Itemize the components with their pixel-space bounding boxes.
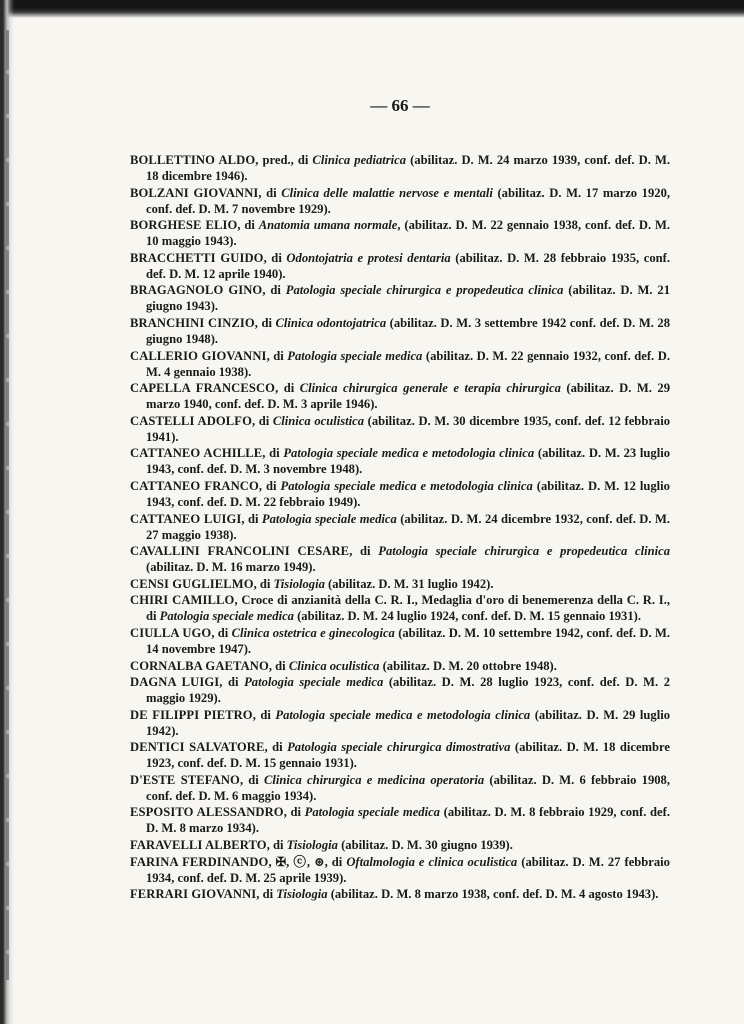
entry-subject: Patologia speciale medica [287, 348, 423, 363]
entry-prefix: , di [263, 250, 287, 265]
entry-details: (abilitaz. D. M. 29 marzo 1940, conf. def. D. M. 3 aprile 1946). [146, 381, 670, 412]
list-item [130, 413, 670, 445]
entry-prefix: , di [211, 625, 232, 640]
honor-symbols: , ✠, ⓒ, ⊛, di [268, 854, 347, 869]
entry-name: CAVALLINI FRANCOLINI CESARE [130, 544, 350, 559]
list-item [130, 739, 670, 771]
entry-details: (abilitaz. D. M. 16 marzo 1949). [146, 560, 316, 575]
entry-subject: Clinica chirurgica e medicina operatoria [264, 772, 485, 787]
entry-details: (abilitaz. D. M. 22 gennaio 1932, conf. def. D. M. 4 gennaio 1938). [146, 348, 670, 379]
entry-prefix: , di [254, 315, 276, 330]
entry-details: (abilitaz. D. M. 23 luglio 1943, conf. def. D. M. 3 novembre 1948). [146, 446, 670, 477]
list-item [130, 707, 670, 739]
entry-prefix: , di [266, 348, 288, 363]
entry-prefix: , di [252, 413, 273, 428]
entry-prefix: , di [349, 544, 379, 559]
entry-name: CASTELLI ADOLFO [130, 413, 252, 428]
entry-subject: Clinica odontojatrica [275, 315, 387, 330]
entry-subject: Patologia speciale medica [261, 511, 397, 526]
list-item [130, 185, 670, 217]
list-item [130, 348, 670, 380]
entry-name: CALLERIO GIOVANNI [130, 348, 267, 363]
scan-binding-shadow [6, 30, 9, 980]
entry-name: BOLZANI GIOVANNI [130, 185, 259, 200]
entry-subject: Anatomia umana normale [258, 218, 398, 233]
entry-name: FARAVELLI ALBERTO [130, 838, 267, 853]
list-item [130, 576, 670, 592]
entry-details: (abilitaz. D. M. 8 marzo 1938, conf. def. D. M. 4 agosto 1943). [327, 887, 659, 902]
entry-name: BORGHESE ELIO [130, 218, 238, 233]
entry-subject: Clinica oculistica [272, 413, 364, 428]
entry-details: (abilitaz. D. M. 3 settembre 1942 conf. def. D. M. 28 giugno 1948). [146, 315, 670, 346]
entry-name: BRACCHETTI GUIDO [130, 250, 264, 265]
entry-prefix: , di [262, 446, 284, 461]
entry-subject: Oftalmologia e clinica oculistica [346, 854, 518, 869]
entry-details: (abilitaz. D. M. 29 luglio 1942). [146, 707, 670, 738]
entry-prefix: , di [253, 576, 274, 591]
entry-subject: Tisiologia [276, 887, 328, 902]
entry-details: (abilitaz. D. M. 27 febbraio 1934, conf. def. D. M. 25 aprile 1939). [146, 854, 670, 885]
list-item [130, 250, 670, 282]
entry-prefix: , di [252, 707, 276, 722]
entry-name: CATTANEO LUIGI [130, 511, 242, 526]
entry-name: D'ESTE STEFANO [130, 772, 240, 787]
entry-subject: Patologia speciale medica e metodologia clinica [275, 707, 531, 722]
entry-subject: Clinica pediatrica [312, 153, 407, 167]
entry-subject: Patologia speciale medica e metodologia clinica [280, 478, 533, 493]
list-item [130, 445, 670, 477]
entry-details: (abilitaz. D. M. 8 febbraio 1929, conf. def. D. M. 8 marzo 1934). [146, 805, 670, 836]
list-item [130, 658, 670, 674]
entry-name: CAPELLA FRANCESCO [130, 381, 276, 396]
entry-prefix: , Croce di anzianità della C. R. I., Medaglia d'oro di benemerenza della C. R. I., di [146, 593, 671, 624]
list-item [130, 674, 670, 706]
entry-details: (abilitaz. D. M. 20 ottobre 1948). [379, 658, 557, 673]
entry-name: CORNALBA GAETANO [130, 658, 269, 673]
entry-details: (abilitaz. D. M. 28 febbraio 1935, conf. def. D. M. 12 aprile 1940). [146, 250, 670, 281]
entry-name: CATTANEO FRANCO [130, 478, 259, 493]
list-item [130, 625, 670, 657]
entry-name: BRAGAGNOLO GINO [130, 283, 263, 298]
page-number: — 66 — [370, 96, 430, 115]
entry-subject: Clinica oculistica [288, 658, 380, 673]
entry-subject: Patologia speciale medica e metodologia clinica [283, 446, 535, 461]
entry-name: CHIRI CAMILLO [130, 593, 235, 608]
entry-details: (abilitaz. D. M. 30 giugno 1939). [337, 838, 513, 853]
entry-prefix: , di [266, 838, 287, 853]
list-item [130, 886, 670, 902]
entry-name: DE FILIPPI PIETRO [130, 707, 253, 722]
entry-details: , (abilitaz. D. M. 22 gennaio 1938, conf. def. D. M. 10 maggio 1943). [146, 218, 671, 249]
entry-prefix: , pred., di [255, 153, 313, 167]
entry-prefix: , di [258, 185, 282, 200]
entry-subject: Clinica ostetrica e ginecologica [231, 625, 395, 640]
entry-prefix: , di [264, 740, 288, 755]
entry-name: ESPOSITO ALESSANDRO [130, 805, 284, 820]
entry-name: CATTANEO ACHILLE [130, 446, 263, 461]
entry-prefix: , di [256, 887, 277, 902]
entry-details: (abilitaz. D. M. 24 dicembre 1932, conf. def. D. M. 27 maggio 1938). [146, 511, 670, 542]
entry-name: DAGNA LUIGI [130, 675, 220, 690]
list-item [130, 772, 670, 804]
entry-prefix: , di [268, 658, 289, 673]
entry-details: (abilitaz. D. M. 24 luglio 1924, conf. def. D. M. 15 gennaio 1931). [293, 609, 641, 624]
list-item [130, 217, 670, 249]
entry-prefix: , di [219, 675, 245, 690]
entry-name: CENSI GUGLIELMO [130, 576, 254, 591]
entry-name: DENTICI SALVATORE [130, 740, 265, 755]
entry-subject: Clinica delle malattie nervose e mentali [281, 185, 493, 200]
entry-subject: Patologia speciale medica [159, 609, 294, 624]
entry-prefix: , di [275, 381, 300, 396]
entry-details: (abilitaz. D. M. 18 dicembre 1923, conf. def. D. M. 15 gennaio 1931). [146, 740, 671, 771]
entry-details: (abilitaz. D. M. 6 febbraio 1908, conf. def. D. M. 6 maggio 1934). [146, 772, 670, 803]
list-item [130, 854, 670, 886]
entry-subject: Patologia speciale medica [304, 805, 440, 820]
list-item [130, 152, 670, 184]
entry-prefix: , di [241, 511, 262, 526]
entry-name: FARINA FERDINANDO [130, 854, 269, 869]
entry-subject: Patologia speciale medica [244, 675, 384, 690]
entry-details: (abilitaz. D. M. 30 dicembre 1935, conf. def. 12 febbraio 1941). [146, 413, 670, 444]
entry-details: (abilitaz. D. M. 17 marzo 1920, conf. def. D. M. 7 novembre 1929). [146, 185, 671, 216]
list-item [130, 592, 670, 624]
entry-prefix: , di [262, 283, 286, 298]
entry-prefix: , di [239, 772, 264, 787]
entry-subject: Patologia speciale chirurgica e propedeutica clinica [285, 283, 564, 298]
list-item [130, 837, 670, 853]
list-item [130, 543, 670, 575]
entry-prefix: , di [258, 478, 281, 493]
entry-subject: Tisiologia [286, 838, 338, 853]
list-item [130, 315, 670, 347]
entry-details: (abilitaz. D. M. 10 settembre 1942, conf. def. D. M. 14 novembre 1947). [146, 625, 670, 656]
entry-name: BOLLETTINO ALDO [130, 153, 256, 167]
entry-details: (abilitaz. D. M. 12 luglio 1943, conf. def. D. M. 22 febbraio 1949). [146, 478, 670, 509]
list-item [130, 511, 670, 543]
entry-subject: Clinica chirurgica generale e terapia chirurgica [299, 381, 561, 396]
entry-details: (abilitaz. D. M. 24 marzo 1939, conf. def. D. M. 18 dicembre 1946). [146, 153, 671, 183]
list-item [130, 380, 670, 412]
entry-name: FERRARI GIOVANNI [130, 887, 257, 902]
entry-details: (abilitaz. D. M. 28 luglio 1923, conf. def. D. M. 2 maggio 1929). [146, 675, 670, 706]
entry-subject: Patologia speciale chirurgica dimostrativa [287, 740, 511, 755]
entry-name: BRANCHINI CINZIO [130, 315, 255, 330]
entry-subject: Tisiologia [273, 576, 325, 591]
list-item [130, 478, 670, 510]
entry-subject: Patologia speciale chirurgica e propedeutica clinica [378, 544, 671, 559]
entry-prefix: , di [283, 805, 305, 820]
list-item [130, 804, 670, 836]
entry-name: CIULLA UGO [130, 625, 212, 640]
entry-details: (abilitaz. D. M. 31 luglio 1942). [324, 576, 494, 591]
list-item [130, 282, 670, 314]
scan-top-edge [0, 0, 744, 18]
entry-subject: Odontojatria e protesi dentaria [286, 250, 451, 265]
entry-prefix: , di [237, 218, 259, 233]
entry-details: (abilitaz. D. M. 21 giugno 1943). [146, 283, 671, 314]
entry-list [130, 152, 670, 903]
